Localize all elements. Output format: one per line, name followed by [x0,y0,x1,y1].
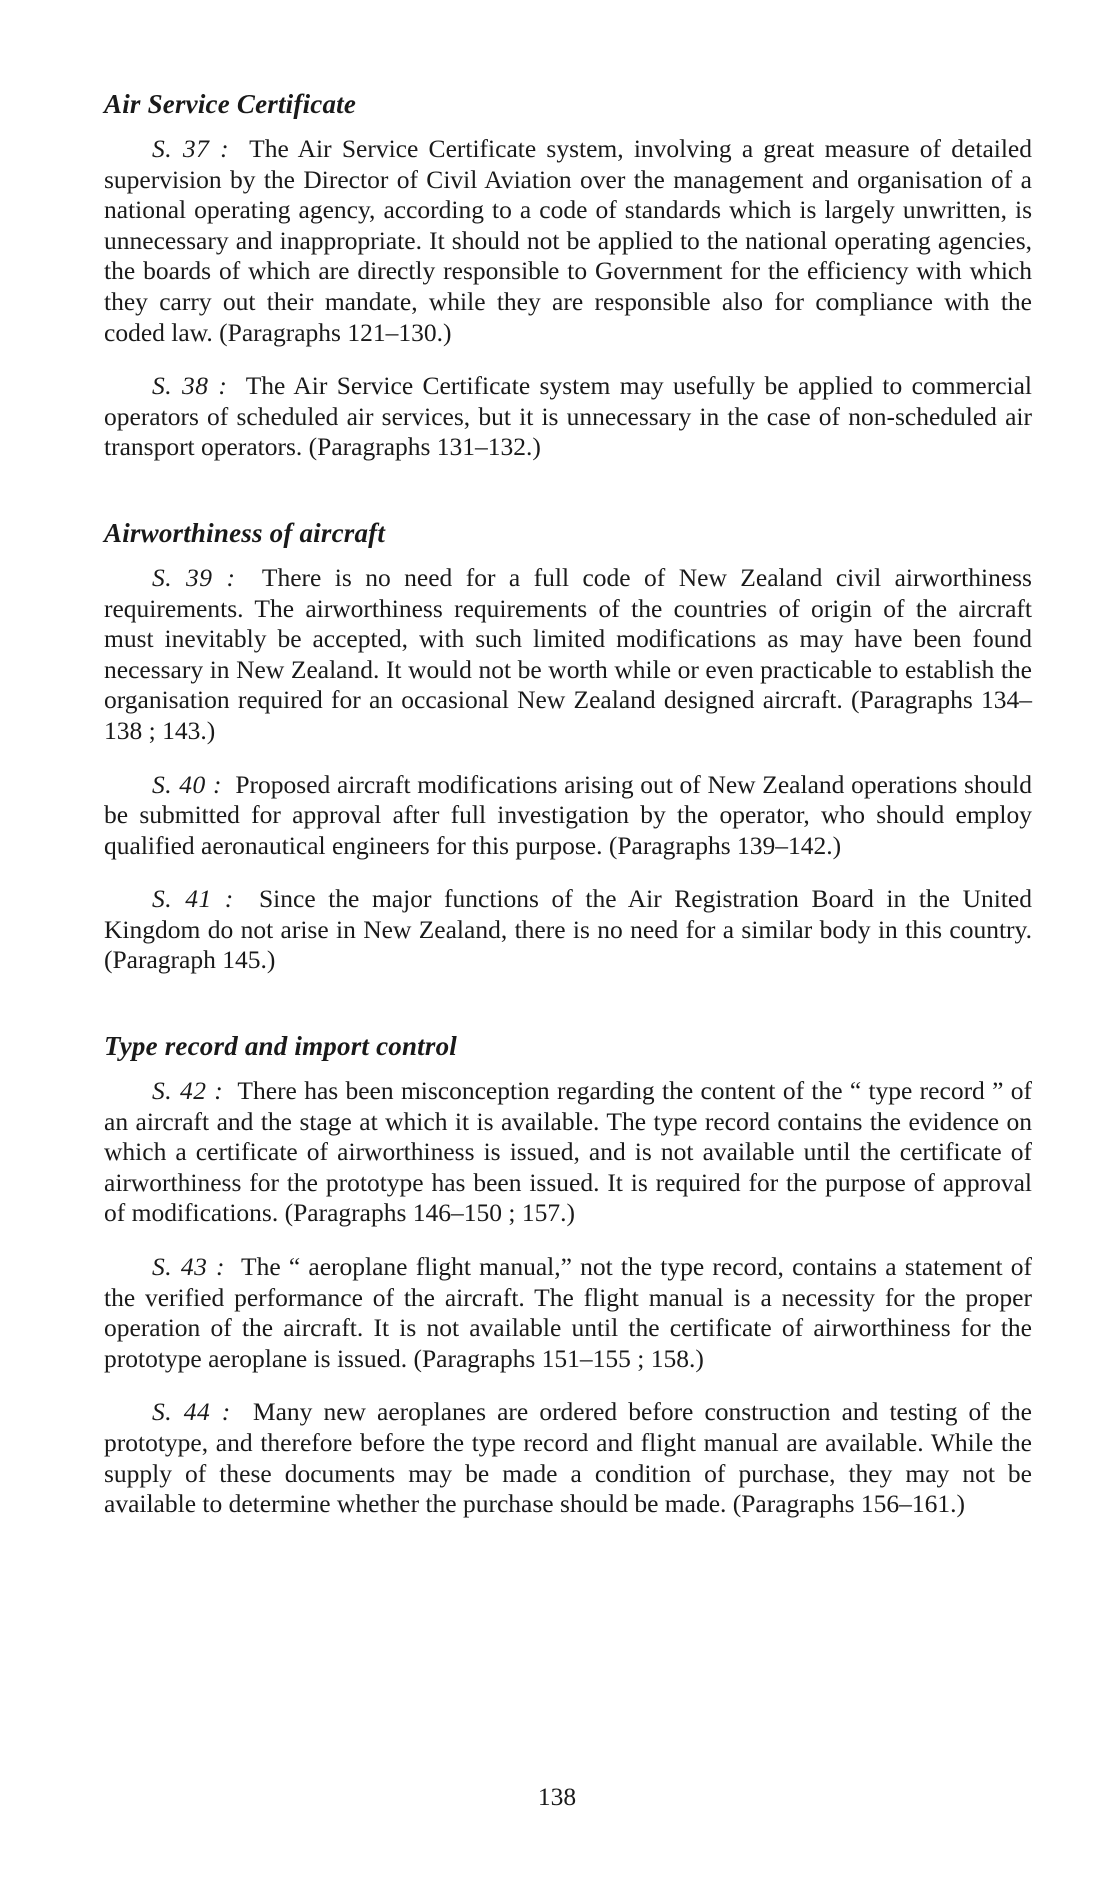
paragraph-ref: S. 42 : [152,1076,224,1106]
paragraph-ref: S. 39 : [152,562,236,592]
paragraph-s38 [104,371,1032,463]
section-heading: Type record and import control [104,1031,457,1062]
section-heading: Air Service Certificate [104,89,357,119]
page-number: 138 [537,1782,577,1811]
paragraph-s37 [104,134,1032,348]
paragraph-s41 [104,884,1032,976]
paragraph-text: Many new aeroplanes are ordered before construction and testing of the prototype, and therefore before the type record and flight manual are available. While the supply of these documents may be made a condition of purchase, they may not be available to determine whether the purchase should be made. (Paragraphs 156–161.) [104,1397,1032,1519]
paragraph-s44 [104,1397,1032,1519]
paragraph-text: Proposed aircraft modifications arising out of New Zealand operations should be submitted for approval after full investigation by the operator, who should employ qualified aeronautical engineers for this purpose. (Paragraphs 139–142.) [104,769,1033,860]
paragraph-s42 [104,1076,1032,1229]
paragraph-s40 [104,770,1032,862]
document-page [104,88,1032,1520]
section-air-service-certificate [104,88,1032,463]
paragraph-s39 [104,563,1032,747]
paragraph-ref: S. 44 : [152,1397,231,1427]
paragraph-ref: S. 38 : [152,371,228,401]
paragraph-ref: S. 41 : [152,884,234,914]
paragraph-text: There has been misconception regarding the content of the “ type record ” of an aircraft and the stage at which it is available. The type record contains the evidence on which a certificate of airworthiness is issued, and is not available until the certificate of airworthiness for the prototype has been issued. It is required for the purpose of approval of modifications. (Paragraphs 146–150 ; 157.) [104,1076,1032,1228]
section-type-record-and-import-control [104,1030,1032,1520]
section-heading: Airworthiness of aircraft [104,517,386,548]
paragraph-ref: S. 40 : [152,769,222,799]
paragraph-text: The Air Service Certificate system, involving a great measure of detailed supervision by the Director of Civil Aviation over the management and organisation of a national operating agency, according to a code of standards which is largely unwritten, is unnecessary and inappropriate. It should not be applied to the national operating agencies, the boards of which are directly responsible to Government for the efficiency with which they carry out their mandate, while they are responsible also for compliance with the coded law. (Paragraphs 121–130.) [104,134,1032,347]
section-airworthiness-of-aircraft [104,517,1032,976]
paragraph-ref: S. 37 : [152,134,230,163]
paragraph-text: Since the major functions of the Air Registration Board in the United Kingdom do not arise in New Zealand, there is no need for a similar body in this country. (Paragraph 145.) [104,884,1032,975]
paragraph-text: The “ aeroplane flight manual,” not the type record, contains a statement of the verified performance of the aircraft. The flight manual is a necessity for the proper operation of the aircraft. It is not available until the certificate of airworthiness for the prototype aeroplane is issued. (Paragraphs 151–155 ; 158.) [104,1252,1032,1373]
paragraph-s43 [104,1252,1032,1374]
paragraph-text: The Air Service Certificate system may usefully be applied to commercial operators of scheduled air services, but it is unnecessary in the case of non-scheduled air transport operators. (Paragraphs 131–132.) [104,371,1033,462]
paragraph-text: There is no need for a full code of New Zealand civil airworthiness requirements. The airworthiness requirements of the countries of origin of the aircraft must inevitably be accepted, with such limited modifications as may have been found necessary in New Zealand. It would not be worth while or even practicable to establish the organisation required for an occasional New Zealand designed aircraft. (Paragraphs 134–138 ; 143.) [104,562,1032,745]
paragraph-ref: S. 43 : [152,1252,226,1282]
